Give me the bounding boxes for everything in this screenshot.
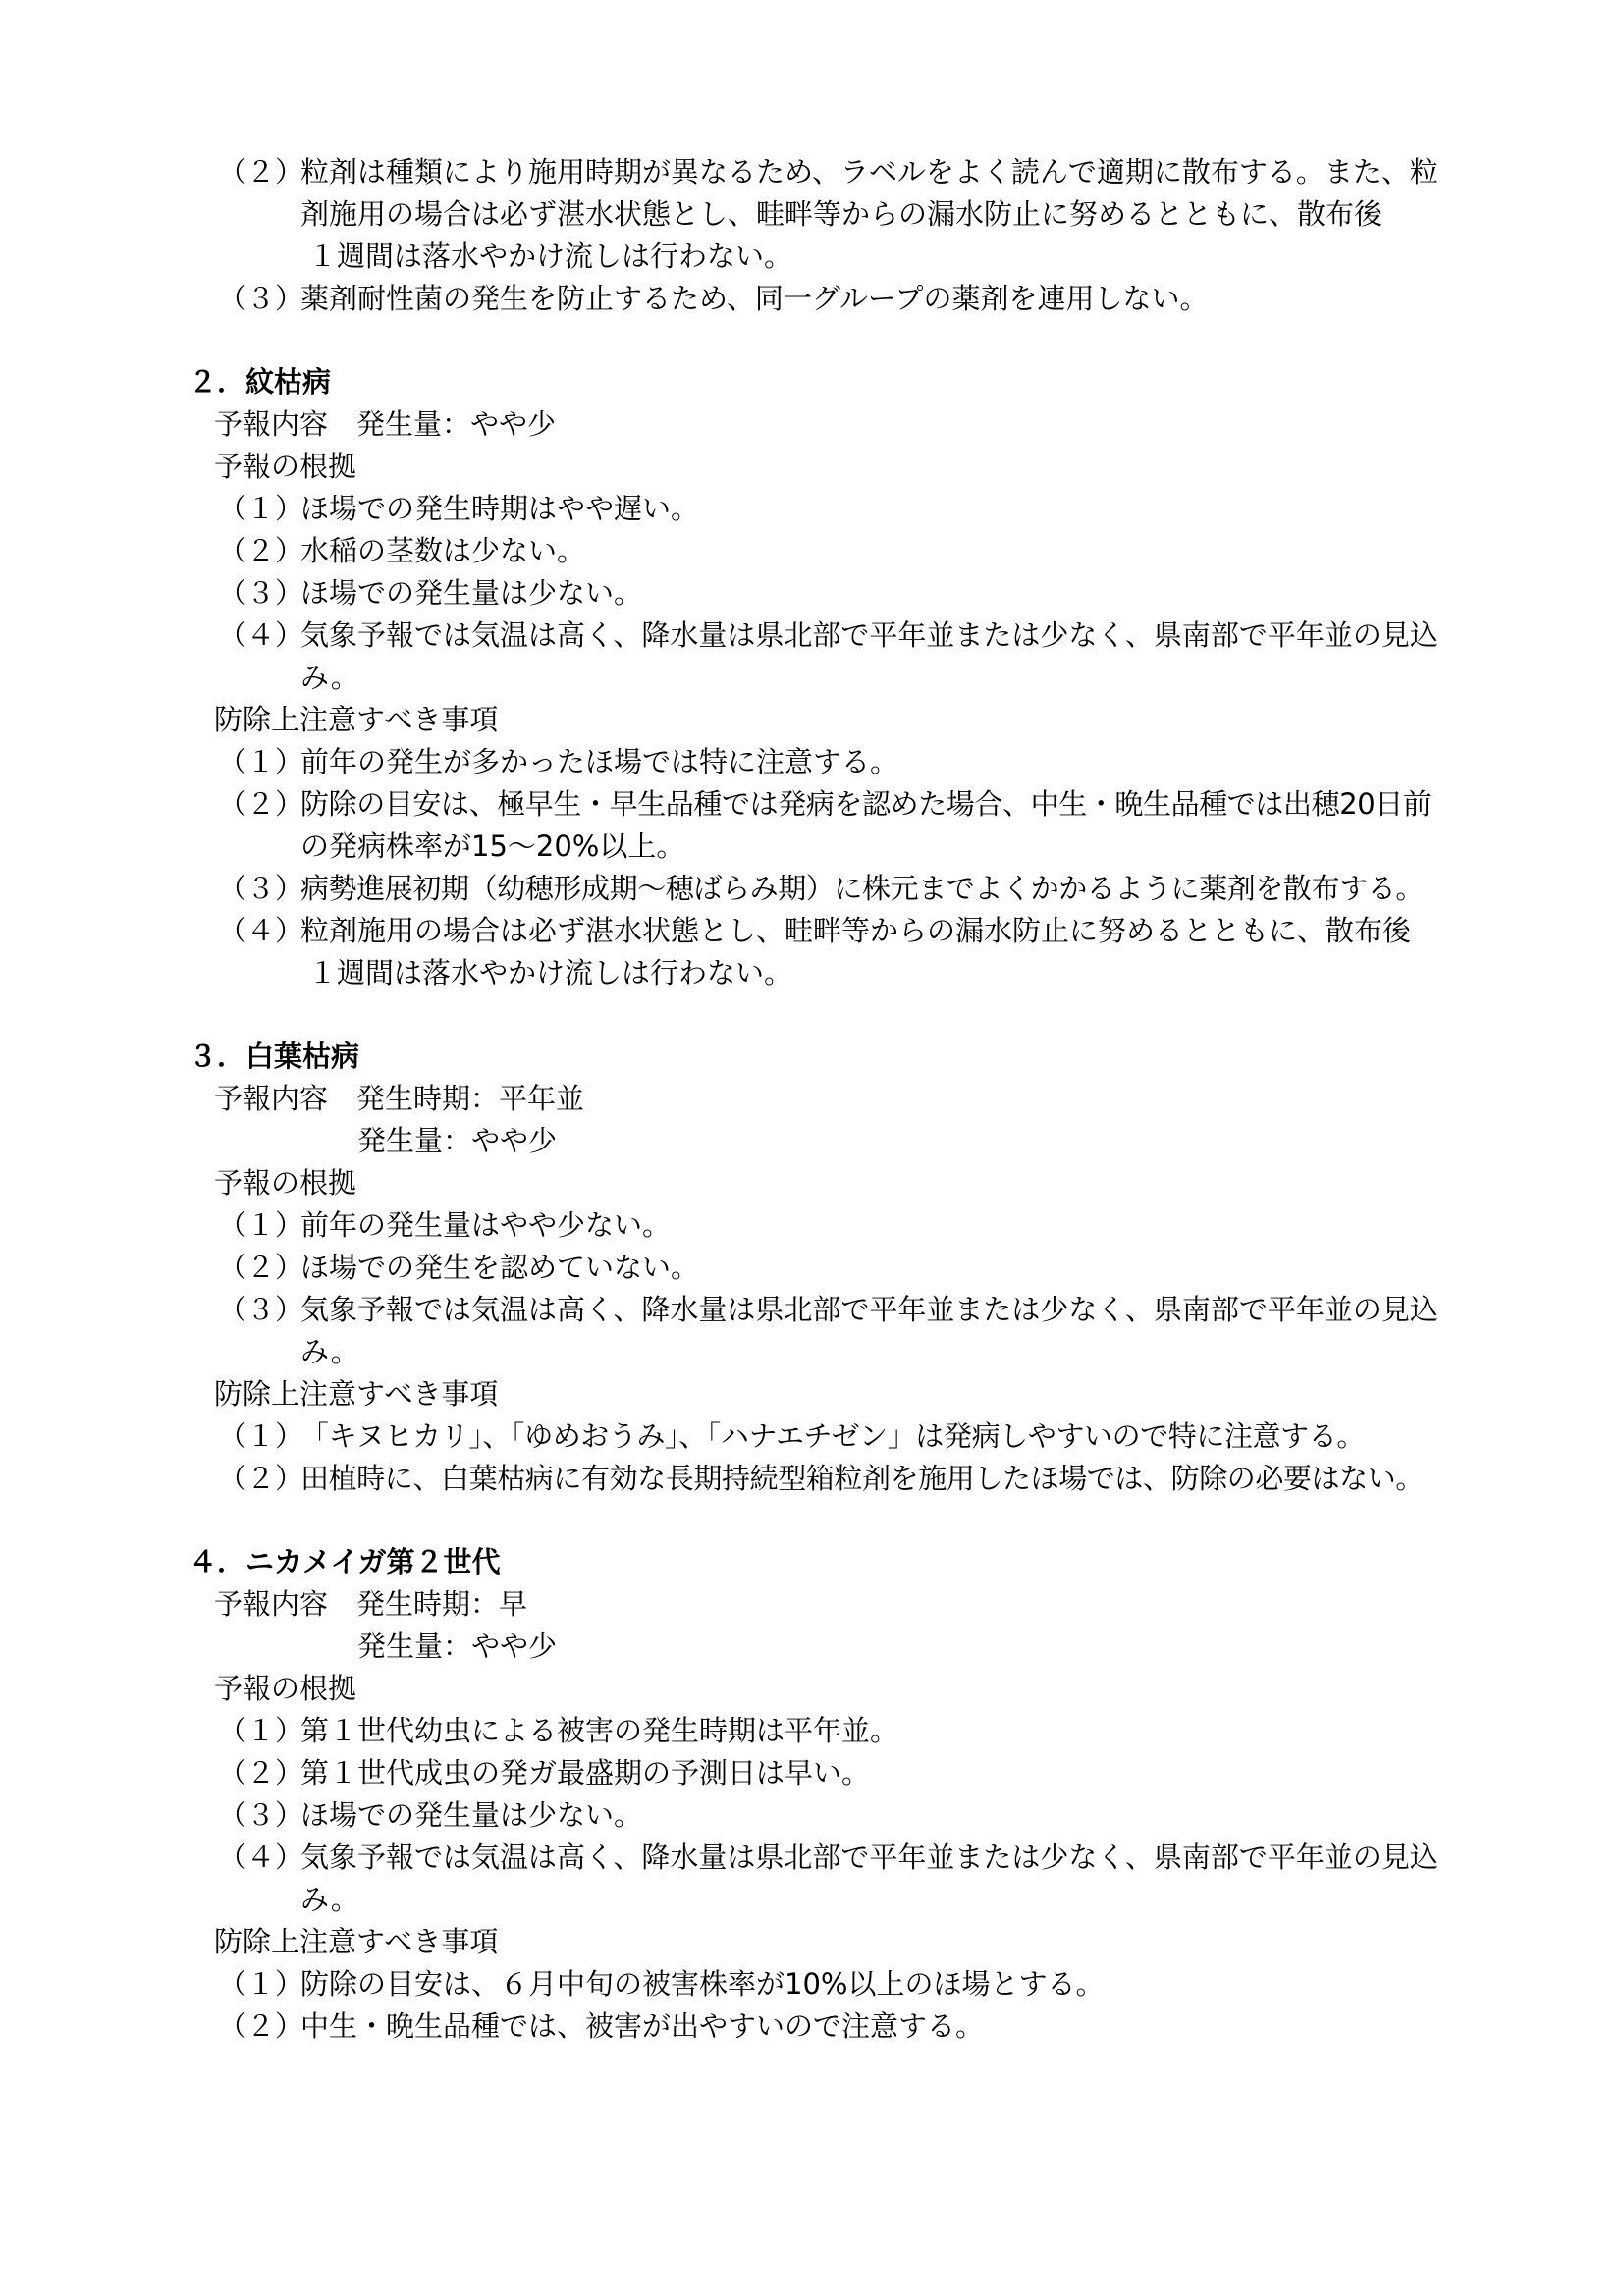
section-heading: ３．白葉枯病 [189,1040,360,1073]
item-line: ほ場での発生量は少ない。 [300,1798,643,1832]
forecast-label: 予報内容 [214,1082,329,1115]
item-line: 防除の目安は、極早生・早生品種では発病を認めた場合、中生・晩生品種では出穂20日前 [300,787,1432,821]
item-line: 田植時に、白葉枯病に有効な長期持続型箱粒剤を施用したほ場では、防除の必要はない。 [300,1462,1425,1495]
list-item [0,1204,1624,1247]
item-number: （４） [218,1841,304,1874]
forecast-row [0,1078,1624,1120]
item-number: （２） [218,1462,304,1495]
item-number: （２） [218,1756,304,1789]
item-line: １週間は落水やかけ流しは行わない。 [308,240,793,273]
item-number: （４） [218,618,304,652]
list-item [0,1710,1624,1752]
list-item [0,151,1624,193]
item-line: ほ場での発生時期はやや遅い。 [300,492,700,525]
item-line: ほ場での発生量は少ない。 [300,576,643,610]
list-item [0,783,1624,826]
list-item [0,868,1624,910]
forecast-row [0,1583,1624,1626]
item-line: 剤施用の場合は必ず湛水状態とし、畦畔等からの漏水防止に努めるとともに、散布後 [300,197,1383,231]
item-number: （１） [218,745,304,778]
item-number: （２） [218,1251,304,1284]
section-sheath-blight [0,361,1624,994]
forecast-label: 予報内容 [214,1587,329,1621]
item-number: （１） [218,1967,304,2001]
item-line: 前年の発生が多かったほ場では特に注意する。 [300,745,899,778]
list-item [0,1963,1624,2005]
forecast-value: 発生時期：早 [356,1587,528,1621]
forecast-row [0,403,1624,446]
list-item [0,530,1624,572]
item-number: （２） [218,155,304,188]
item-line: 防除の目安は、６月中旬の被害株率が10%以上のほ場とする。 [300,1967,1105,2001]
list-item [0,1837,1624,1879]
item-number: （２） [218,787,304,821]
basis-label: 予報の根拠 [214,1672,357,1705]
basis-label: 予報の根拠 [214,1166,357,1200]
item-line: み。 [300,1335,359,1368]
item-line: 病勢進展初期（幼穂形成期～穂ばらみ期）に株元までよくかかるように薬剤を散布する。 [300,872,1425,905]
item-line: の発病株率が15～20%以上。 [300,829,685,863]
list-item [0,488,1624,530]
list-item [0,278,1624,320]
forecast-label: 予報内容 [214,407,329,441]
control-label: 防除上注意すべき事項 [214,1377,499,1411]
item-line: 気象予報では気温は高く、降水量は県北部で平年並または少なく、県南部で平年並の見込 [300,1293,1438,1326]
section-bacterial-leaf-blight [0,1036,1624,1500]
section-heading: ２．紋枯病 [189,365,332,399]
item-line: 中生・晩生品種では、被害が出やすいので注意する。 [300,2009,985,2043]
list-item [0,1752,1624,1794]
list-item [0,2005,1624,2048]
item-line: 粒剤は種類により施用時期が異なるため、ラベルをよく読んで適期に散布する。また、粒 [300,155,1438,188]
item-line: 水稲の茎数は少ない。 [300,534,586,567]
item-line: １週間は落水やかけ流しは行わない。 [308,956,793,989]
list-item [0,741,1624,783]
item-line: み。 [300,1883,359,1916]
item-line: 第１世代成虫の発ガ最盛期の予測日は早い。 [300,1756,871,1789]
control-label: 防除上注意すべき事項 [214,703,499,736]
list-item [0,1458,1624,1500]
item-number: （３） [218,872,304,905]
forecast-value: 発生量：やや少 [356,407,557,441]
forecast-value: 発生量：やや少 [357,1124,558,1157]
list-item [0,614,1624,657]
forecast-value: 発生量：やや少 [357,1629,558,1663]
item-line: 「キヌヒカリ」、「ゆめおうみ」、「ハナエチゼン」は発病しやすいので特に注意する。 [300,1419,1365,1453]
item-number: （１） [218,1714,304,1747]
item-number: （２） [218,534,304,567]
list-item [0,1247,1624,1289]
item-number: （３） [218,1293,304,1326]
item-line: み。 [300,661,359,694]
list-item [0,572,1624,614]
item-number: （３） [218,576,304,610]
item-number: （１） [218,1419,304,1453]
item-number: （１） [218,1208,304,1242]
section-rice-stem-borer [0,1541,1624,2048]
list-item [0,1415,1624,1458]
item-line: 薬剤耐性菌の発生を防止するため、同一グループの薬剤を連用しない。 [300,282,1209,315]
item-number: （４） [218,914,304,947]
document-page [0,151,1624,2048]
item-number: （３） [218,1798,304,1832]
item-line: 第１世代幼虫による被害の発生時期は平年並。 [300,1714,899,1747]
section-heading: ４．ニカメイガ第２世代 [189,1545,501,1578]
item-line: 前年の発生量はやや少ない。 [300,1208,672,1242]
item-number: （３） [218,282,304,315]
top-items [0,151,1624,320]
list-item [0,910,1624,952]
list-item [0,1289,1624,1331]
forecast-value: 発生時期：平年並 [356,1082,585,1115]
item-line: 粒剤施用の場合は必ず湛水状態とし、畦畔等からの漏水防止に努めるとともに、散布後 [300,914,1412,947]
list-item [0,1794,1624,1837]
item-line: ほ場での発生を認めていない。 [300,1251,700,1284]
item-line: 気象予報では気温は高く、降水量は県北部で平年並または少なく、県南部で平年並の見込 [300,618,1438,652]
basis-label: 予報の根拠 [214,450,357,483]
item-line: 気象予報では気温は高く、降水量は県北部で平年並または少なく、県南部で平年並の見込 [300,1841,1438,1874]
control-label: 防除上注意すべき事項 [214,1925,499,1958]
item-number: （２） [218,2009,304,2043]
item-number: （１） [218,492,304,525]
